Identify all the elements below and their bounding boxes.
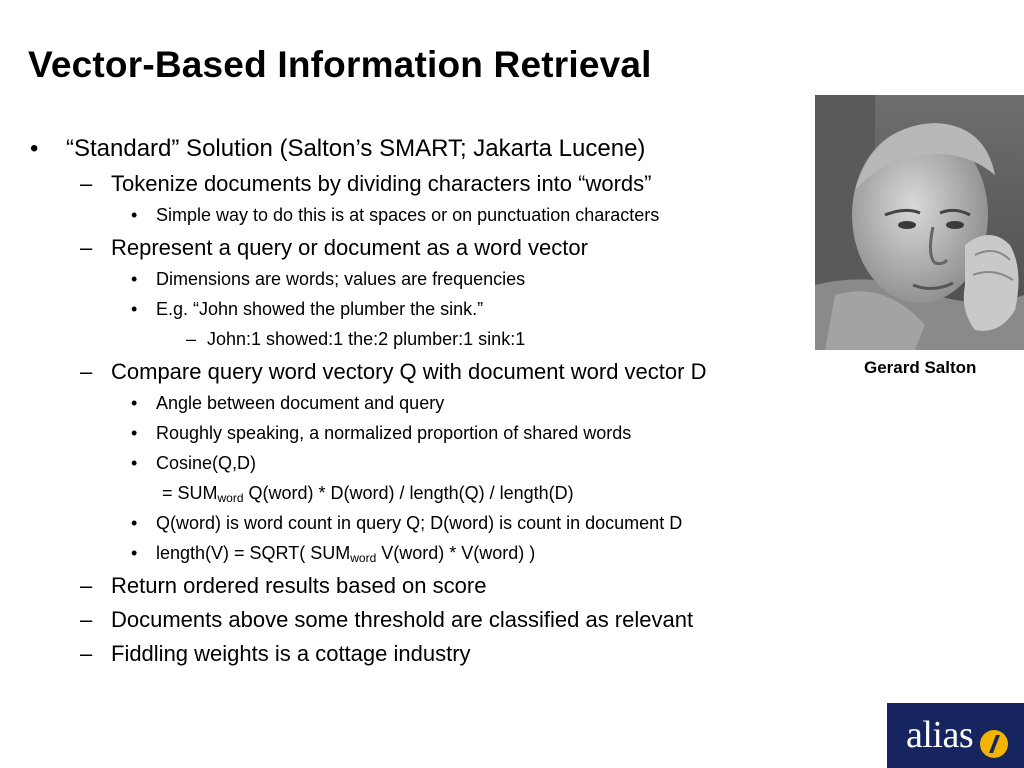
portrait-illustration xyxy=(815,95,1024,350)
bullet-marker: • xyxy=(131,269,138,289)
length-prefix: length(V) = SQRT( SUM xyxy=(156,543,351,563)
slide-title: Vector-Based Information Retrieval xyxy=(28,44,652,85)
dash-marker: – xyxy=(80,359,93,384)
bullet-standard-solution: “Standard” Solution (Salton’s SMART; Jakarta Lucene) xyxy=(66,135,646,162)
logo-wordmark: alias xyxy=(906,714,974,756)
length-subscript: word xyxy=(350,551,377,565)
bullet-marker: • xyxy=(131,205,138,225)
bullet-tokenize: Tokenize documents by dividing characters into “words” xyxy=(111,171,652,196)
bullet-marker: • xyxy=(131,513,138,533)
bullet-word-counts: John:1 showed:1 the:2 plumber:1 sink:1 xyxy=(207,329,526,349)
formula-subscript: word xyxy=(217,491,244,505)
alias-i-logo xyxy=(887,703,1024,768)
logo-i-icon xyxy=(979,729,1009,759)
bullet-compare: Compare query word vectory Q with document word vector D xyxy=(111,359,707,384)
dash-marker: – xyxy=(80,171,93,196)
portrait-photo xyxy=(815,95,1024,350)
bullet-marker: • xyxy=(131,453,138,473)
photo-caption: Gerard Salton xyxy=(864,358,977,377)
bullet-marker: • xyxy=(131,393,138,413)
bullet-fiddling: Fiddling weights is a cottage industry xyxy=(111,641,471,666)
formula-prefix: = SUM xyxy=(162,483,218,503)
bullet-represent: Represent a query or document as a word vector xyxy=(111,235,588,260)
bullet-example: E.g. “John showed the plumber the sink.” xyxy=(156,299,484,319)
bullet-roughly: Roughly speaking, a normalized proportion of shared words xyxy=(156,423,632,443)
bullet-qword: Q(word) is word count in query Q; D(word) is count in document D xyxy=(156,513,683,533)
dash-marker: – xyxy=(80,573,93,598)
bullet-angle: Angle between document and query xyxy=(156,393,445,413)
dash-marker: – xyxy=(80,235,93,260)
formula-suffix: Q(word) * D(word) / length(Q) / length(D) xyxy=(243,483,574,503)
bullet-threshold: Documents above some threshold are classified as relevant xyxy=(111,607,694,632)
length-suffix: V(word) * V(word) ) xyxy=(376,543,536,563)
dash-marker: – xyxy=(186,329,197,349)
bullet-return: Return ordered results based on score xyxy=(111,573,487,598)
bullet-simple-way: Simple way to do this is at spaces or on punctuation characters xyxy=(156,205,660,225)
dash-marker: – xyxy=(80,641,93,666)
bullet-length xyxy=(156,543,535,564)
bullet-marker: • xyxy=(131,543,138,563)
bullet-marker: • xyxy=(30,135,39,162)
bullet-marker: • xyxy=(131,299,138,319)
bullet-marker: • xyxy=(131,423,138,443)
dash-marker: – xyxy=(80,607,93,632)
bullet-dimensions: Dimensions are words; values are frequencies xyxy=(156,269,526,289)
bullet-cosine: Cosine(Q,D) xyxy=(156,453,257,473)
cosine-formula xyxy=(162,483,574,504)
